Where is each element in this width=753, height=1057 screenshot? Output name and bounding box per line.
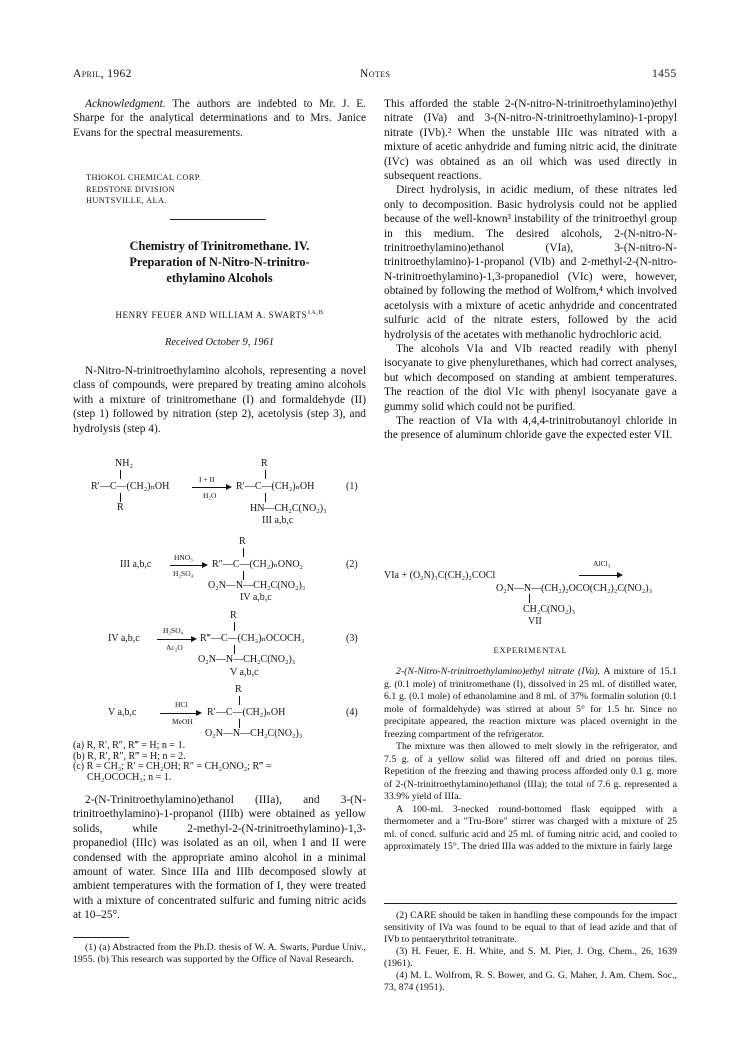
eq1-substituent: HN—CH₂C(NO₂)₃: [250, 503, 327, 514]
condition-c: (c) R = CH₃; R′ = CH₂OH; R″ = CH₂ONO₂; R‴ =: [73, 761, 272, 773]
eq5-bond: [529, 594, 530, 603]
eq1-number: (1): [346, 481, 358, 492]
exp-text-1: A mixture of 15.1 g. (0.1 mole) of trinitromethane (I), dissolved in 25 ml. of distilled water, 6.1 g. (0.1 mole) of ethanolamine and 8 ml. of 37% formalin solution (0.1 mole of formaldehyde) was stirred at about 5° for 1.5 hr. Since no precipitate appeared, the reaction mixture was placed overnight in the freezing compartment of the refrigerator.: [384, 666, 677, 740]
eq3-substituent: O₂N—N—CH₂C(NO₂)₃: [198, 654, 296, 665]
eq5-label: VII: [528, 616, 542, 627]
experimental-section: [384, 666, 677, 854]
eq3-product: R‴—C—(CH₂)ₙOCOCH₃: [200, 633, 305, 644]
eq2-number: (2): [346, 559, 358, 570]
rp3-text: The alcohols VIa and VIb reacted readily with phenyl isocyanate to give phenylurethanes, which had correct analyses, but which decomposed on standing at ambient temperatures. The reaction of the diol VIc with phenyl isocyanate gave a gummy solid which could not be purified.: [384, 342, 677, 413]
exp-text-3: A 100-ml. 3-necked round-bottomed flask equipped with a thermometer and a "Tru-Bore" stirrer was charged with a mixture of 25 ml. of concd. sulfuric acid and 25 ml. of fuming nitric acid, and cooled to approximately 15°. The dried IIIa was added to the mixture in fairly large: [384, 803, 677, 852]
fn1-text: (1) (a) Abstracted from the Ph.D. thesis of W. A. Swarts, Purdue Univ., 1955. (b) This research was supported by the Office of Naval Research.: [73, 942, 366, 966]
footnotes-right: [384, 910, 677, 994]
eq1-product: R′—C—(CH₂)ₙOH: [236, 481, 315, 492]
eq4-above: HCl: [175, 700, 188, 709]
eq1-r-bottom: R: [117, 502, 124, 513]
eq1-r-top: R: [261, 458, 268, 469]
received-date: Received October 9, 1961: [164, 337, 275, 348]
eq3-number: (3): [346, 633, 358, 644]
title-line-1: Chemistry of Trinitromethane. IV.: [129, 239, 310, 253]
fn2-text: (2) CARE should be taken in handling these compounds for the impact sensitivity of IVa was found to be equal to that of lead azide and that of IVb to pentaerythritol tetranitrate.: [384, 910, 677, 945]
exp-text-2: The mixture was then allowed to melt slowly in the refrigerator, and 7.5 g. of a yellow solid was filtered off and dried on porous tiles. Repetition of the freezing and thawing process afforded only 0.1 g. more of 2-(N-trinitroethylamino)ethanol (IIIa); the total of 7.6 g. represented a 33.9% yield of IIIa.: [384, 741, 677, 802]
eq5-substituent: CH₂C(NO₂)₃: [523, 604, 576, 615]
experimental-heading: EXPERIMENTAL: [493, 645, 568, 655]
eq5-arrow: [579, 575, 621, 576]
title-line-3: ethylamino Alcohols: [166, 271, 273, 285]
condition-a: (a) R, R′, R″, R‴ = H; n = 1.: [73, 740, 186, 751]
eq5-above: AlCl₃: [593, 559, 611, 568]
eq2-substituent: O₂N—N—CH₂C(NO₂)₃: [208, 580, 306, 591]
eq2-r-top: R: [239, 536, 246, 547]
eq4-substituent: O₂N—N—CH₂C(NO₂)₃: [205, 728, 303, 739]
authors-names: HENRY FEUER AND WILLIAM A. SWARTS: [115, 310, 308, 320]
eq5-product: O₂N—N—(CH₂)₂OCO(CH₂)₂C(NO₂)₃: [496, 583, 653, 594]
eq3-label: V a,b,c: [230, 667, 259, 678]
eq4-reactant: V a,b,c: [108, 707, 137, 718]
fn3-text: (3) H. Feuer, E. H. White, and S. M. Pier, J. Org. Chem., 26, 1639 (1961).: [384, 946, 677, 969]
intro-text: N-Nitro-N-trinitroethylamino alcohols, representing a novel class of compounds, were prepared by treating amino alcohols with a mixture of trinitromethane (I) and formaldehyde (II) (step 1) followed by nitration (step 2), acetolysis (step 3), and hydrolysis (step 4).: [73, 365, 366, 435]
affil-line-3: HUNTSVILLE, ALA.: [86, 196, 167, 205]
eq2-label: IV a,b,c: [240, 592, 272, 603]
eq2-above: HNO₃: [174, 553, 193, 562]
footnote-rule-right: [384, 903, 677, 904]
eq4-r-top: R: [235, 684, 242, 695]
eq1-reactant: R′—C—(CH₂)ₙOH: [91, 481, 170, 492]
affil-line-1: THIOKOL CHEMICAL CORP.: [86, 173, 202, 182]
eq4-below: MeOH: [172, 717, 193, 726]
title-line-2: Preparation of N-Nitro-N-trinitro-: [129, 255, 310, 269]
eq2-reactant: III a,b,c: [120, 559, 152, 570]
rp2-text: Direct hydrolysis, in acidic medium, of these nitrates led only to decomposition. Basic hydrolysis could not be applied because of the well-known³ instability of the trinitroethyl group in this medium. The desired alcohols, 2-(N-nitro-N-trinitroethylamino)ethanol (VIa), 3-(N-nitro-N-trinitroethylamino)-1-propanol (VIb) and 2-methyl-2-(N-nitro-N-trinitroethylamino)-1,3-propanediol (VIc) were, however, obtained by following the method of Wolfrom,⁴ which involved acetolysis with a mixture of acetic anhydride and concentrated sulfuric acid of the nitrate esters, followed by the acid hydrolysis of the acetates with methanolic hydrochloric acid.: [384, 184, 677, 341]
affil-line-2: REDSTONE DIVISION: [86, 184, 175, 194]
authors-footnote-ref: 1A,B: [307, 309, 324, 316]
eq4-number: (4): [346, 707, 358, 718]
eq3-r-top: R: [230, 610, 237, 621]
rp1-text: This afforded the stable 2-(N-nitro-N-trinitroethylamino)ethyl nitrate (IVa) and 3-(N-nitro-N-trinitroethylamino)-1-propyl nitrate (IVb).² When the unstable IIIc was nitrated with a mixture of acetic anhydride and fuming nitric acid, the dinitrate (IVc) was obtained as an oil which was used directly in subsequent reactions.: [384, 98, 677, 183]
running-header-center: Notes: [360, 68, 391, 80]
condition-c-cont: CH₂OCOCH₃; n = 1.: [87, 771, 172, 783]
eq3-below: Ac₂O: [166, 643, 183, 652]
eq1-above: I + II: [199, 475, 215, 484]
eq1-below: H₂O: [203, 491, 217, 500]
condition-b: (b) R, R′, R″, R‴ = H; n = 2.: [73, 750, 186, 762]
page-number: 1455: [652, 68, 677, 80]
eq2-product: R″—C—(CH₂)ₙONO₂: [212, 559, 304, 570]
fn4-text: (4) M. L. Wolfrom, R. S. Bower, and G. G. Maher, J. Am. Chem. Soc., 73, 874 (1951).: [384, 970, 677, 993]
eq1-nh2: NH₂: [115, 458, 133, 469]
rp4-text: The reaction of VIa with 4,4,4-trinitrobutanoyl chloride in the presence of aluminum chloride gave the expected ester VII.: [384, 414, 677, 442]
eq4-product: R′—C—(CH₂)ₙOH: [207, 707, 286, 718]
eq3-above: H₂SO₄: [163, 626, 184, 635]
eq5-reactant: VIa + (O₂N)₃C(CH₂)₂COCl: [384, 570, 496, 581]
eq1-label: III a,b,c: [262, 515, 294, 526]
ack-text: The authors are indebted to Mr. J. E. Sharpe for the analytical determinations and to Mrs. Janice Evans for the spectral measurements.: [73, 98, 366, 139]
eq3-reactant: IV a,b,c: [108, 633, 140, 644]
exp-title: 2-(N-Nitro-N-trinitroethylamino)ethyl nitrate (IVa).: [396, 666, 601, 677]
para2-text: 2-(N-Trinitroethylamino)ethanol (IIIa), and 3-(N-trinitroethylamino)-1-propanol (IIIb) were obtained as yellow solids, while 2-methyl-2-(N-trinitroethylamino)-1,3-propanediol (IIIc) was isolated as an oil, when I and II were condensed with the appropriate amino alcohol in a minimal amount of water. Since IIIa and IIIb decomposed slowly at ambient temperatures with the formation of I, they were treated with a mixture of concentrated sulfuric and fuming nitric acids at 10–25°.: [73, 794, 366, 922]
running-header-left: April, 1962: [73, 68, 132, 80]
ack-label: Acknowledgment.: [85, 98, 166, 110]
eq2-below: H₂SO₄: [173, 569, 194, 578]
